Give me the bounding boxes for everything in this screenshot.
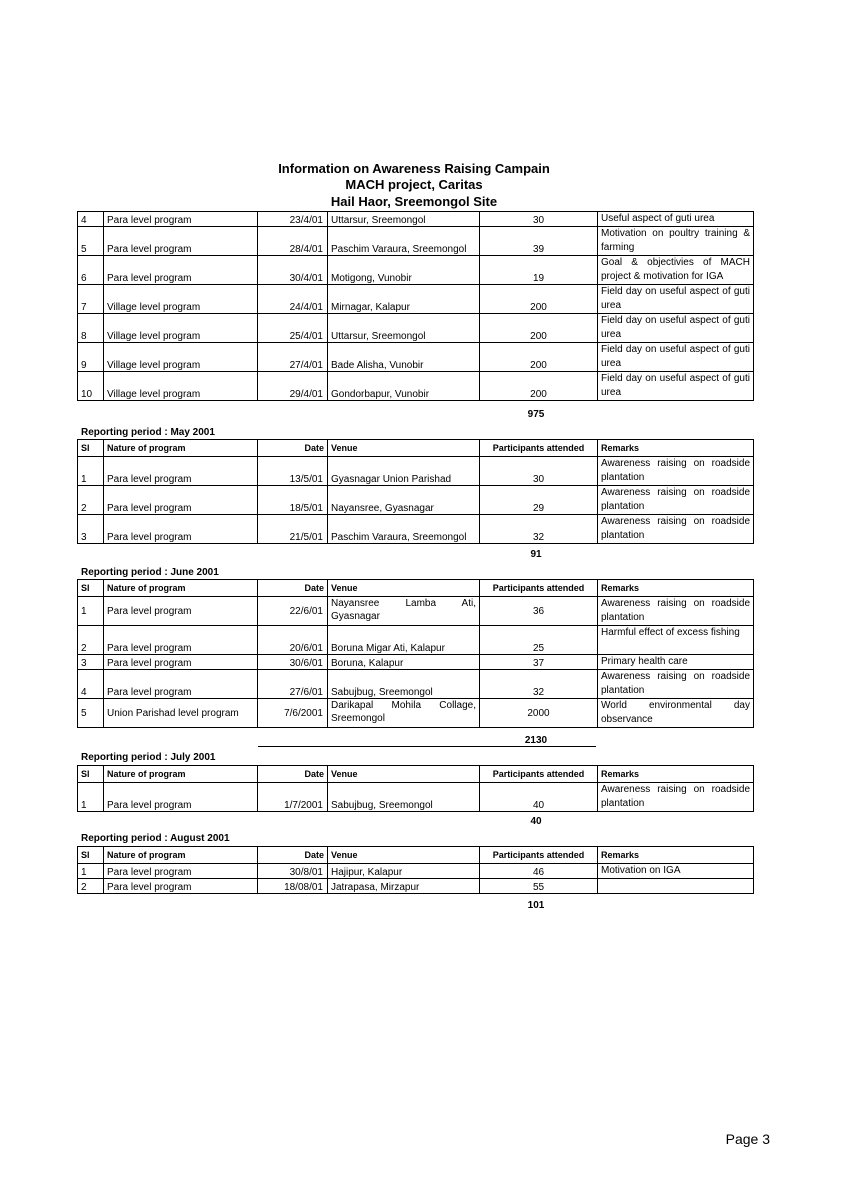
june-total: 2130 — [524, 735, 548, 746]
table-row: 5 Para level program 28/4/01 Paschim Varaura, Sreemongol 39 Motivation on poultry training & farming — [78, 227, 754, 256]
table-row: 10 Village level program 29/4/01 Gondorbapur, Vunobir 200 Field day on useful aspect of guti urea — [78, 372, 754, 401]
table-row: 3 Para level program 21/5/01 Paschim Varaura, Sreemongol 32 Awareness raising on roadside plantation — [78, 515, 754, 544]
table-row: 9 Village level program 27/4/01 Bade Alisha, Vunobir 200 Field day on useful aspect of guti urea — [78, 343, 754, 372]
site-name: Hail Haor, Sreemongol Site — [330, 194, 498, 209]
table-row: 1 Para level program 1/7/2001 Sabujbug, Sreemongol 40 Awareness raising on roadside plantation — [78, 783, 754, 812]
august-table — [77, 846, 754, 894]
table-header: Sl Nature of program Date Venue Participants attended Remarks — [78, 440, 754, 457]
table-header: Sl Nature of program Date Venue Participants attended Remarks — [78, 766, 754, 783]
table-row: 2 Para level program 20/6/01 Boruna Migar Ati, Kalapur 25 Harmful effect of excess fishing — [78, 626, 754, 655]
april-total: 975 — [527, 409, 545, 420]
april-table — [77, 211, 754, 401]
table-row: 7 Village level program 24/4/01 Mirnagar, Kalapur 200 Field day on useful aspect of guti urea — [78, 285, 754, 314]
table-row: 4 Para level program 27/6/01 Sabujbug, Sreemongol 32 Awareness raising on roadside plantation — [78, 670, 754, 699]
june-table — [77, 579, 754, 728]
table-row: 2 Para level program 18/08/01 Jatrapasa, Mirzapur 55 — [78, 879, 754, 894]
table-row: 1 Para level program 30/8/01 Hajipur, Kalapur 46 Motivation on IGA — [78, 864, 754, 879]
table-row: 4 Para level program 23/4/01 Uttarsur, Sreemongol 30 Useful aspect of guti urea — [78, 212, 754, 227]
document-title: Information on Awareness Raising Campain — [278, 161, 550, 176]
table-row: 2 Para level program 18/5/01 Nayansree, Gyasnagar 29 Awareness raising on roadside plantation — [78, 486, 754, 515]
table-row: 5 Union Parishad level program 7/6/2001 Darikapal Mohila Collage, Sreemongol 2000 World environmental day observance — [78, 699, 754, 728]
table-row: 8 Village level program 25/4/01 Uttarsur, Sreemongol 200 Field day on useful aspect of guti urea — [78, 314, 754, 343]
table-header: Sl Nature of program Date Venue Participants attended Remarks — [78, 847, 754, 864]
table-row: 1 Para level program 22/6/01 Nayansree Lamba Ati, Gyasnagar 36 Awareness raising on roadside plantation — [78, 597, 754, 626]
june-total-rule — [258, 746, 596, 747]
table-row: 6 Para level program 30/4/01 Motigong, Vunobir 19 Goal & objectivies of MACH project & motivation for IGA — [78, 256, 754, 285]
section-label-july: Reporting period : July 2001 — [81, 752, 216, 763]
table-header: Sl Nature of program Date Venue Participants attended Remarks — [78, 580, 754, 597]
july-total: 40 — [530, 816, 542, 827]
august-total: 101 — [527, 900, 545, 911]
section-label-june: Reporting period : June 2001 — [81, 567, 219, 578]
may-total: 91 — [530, 549, 542, 560]
may-table — [77, 439, 754, 544]
project-name: MACH project, Caritas — [345, 177, 483, 192]
table-row: 3 Para level program 30/6/01 Boruna, Kalapur 37 Primary health care — [78, 655, 754, 670]
july-table — [77, 765, 754, 812]
page-number: Page 3 — [725, 1131, 770, 1147]
section-label-august: Reporting period : August 2001 — [81, 833, 230, 844]
section-label-may: Reporting period : May 2001 — [81, 427, 215, 438]
table-row: 1 Para level program 13/5/01 Gyasnagar Union Parishad 30 Awareness raising on roadside plantation — [78, 457, 754, 486]
